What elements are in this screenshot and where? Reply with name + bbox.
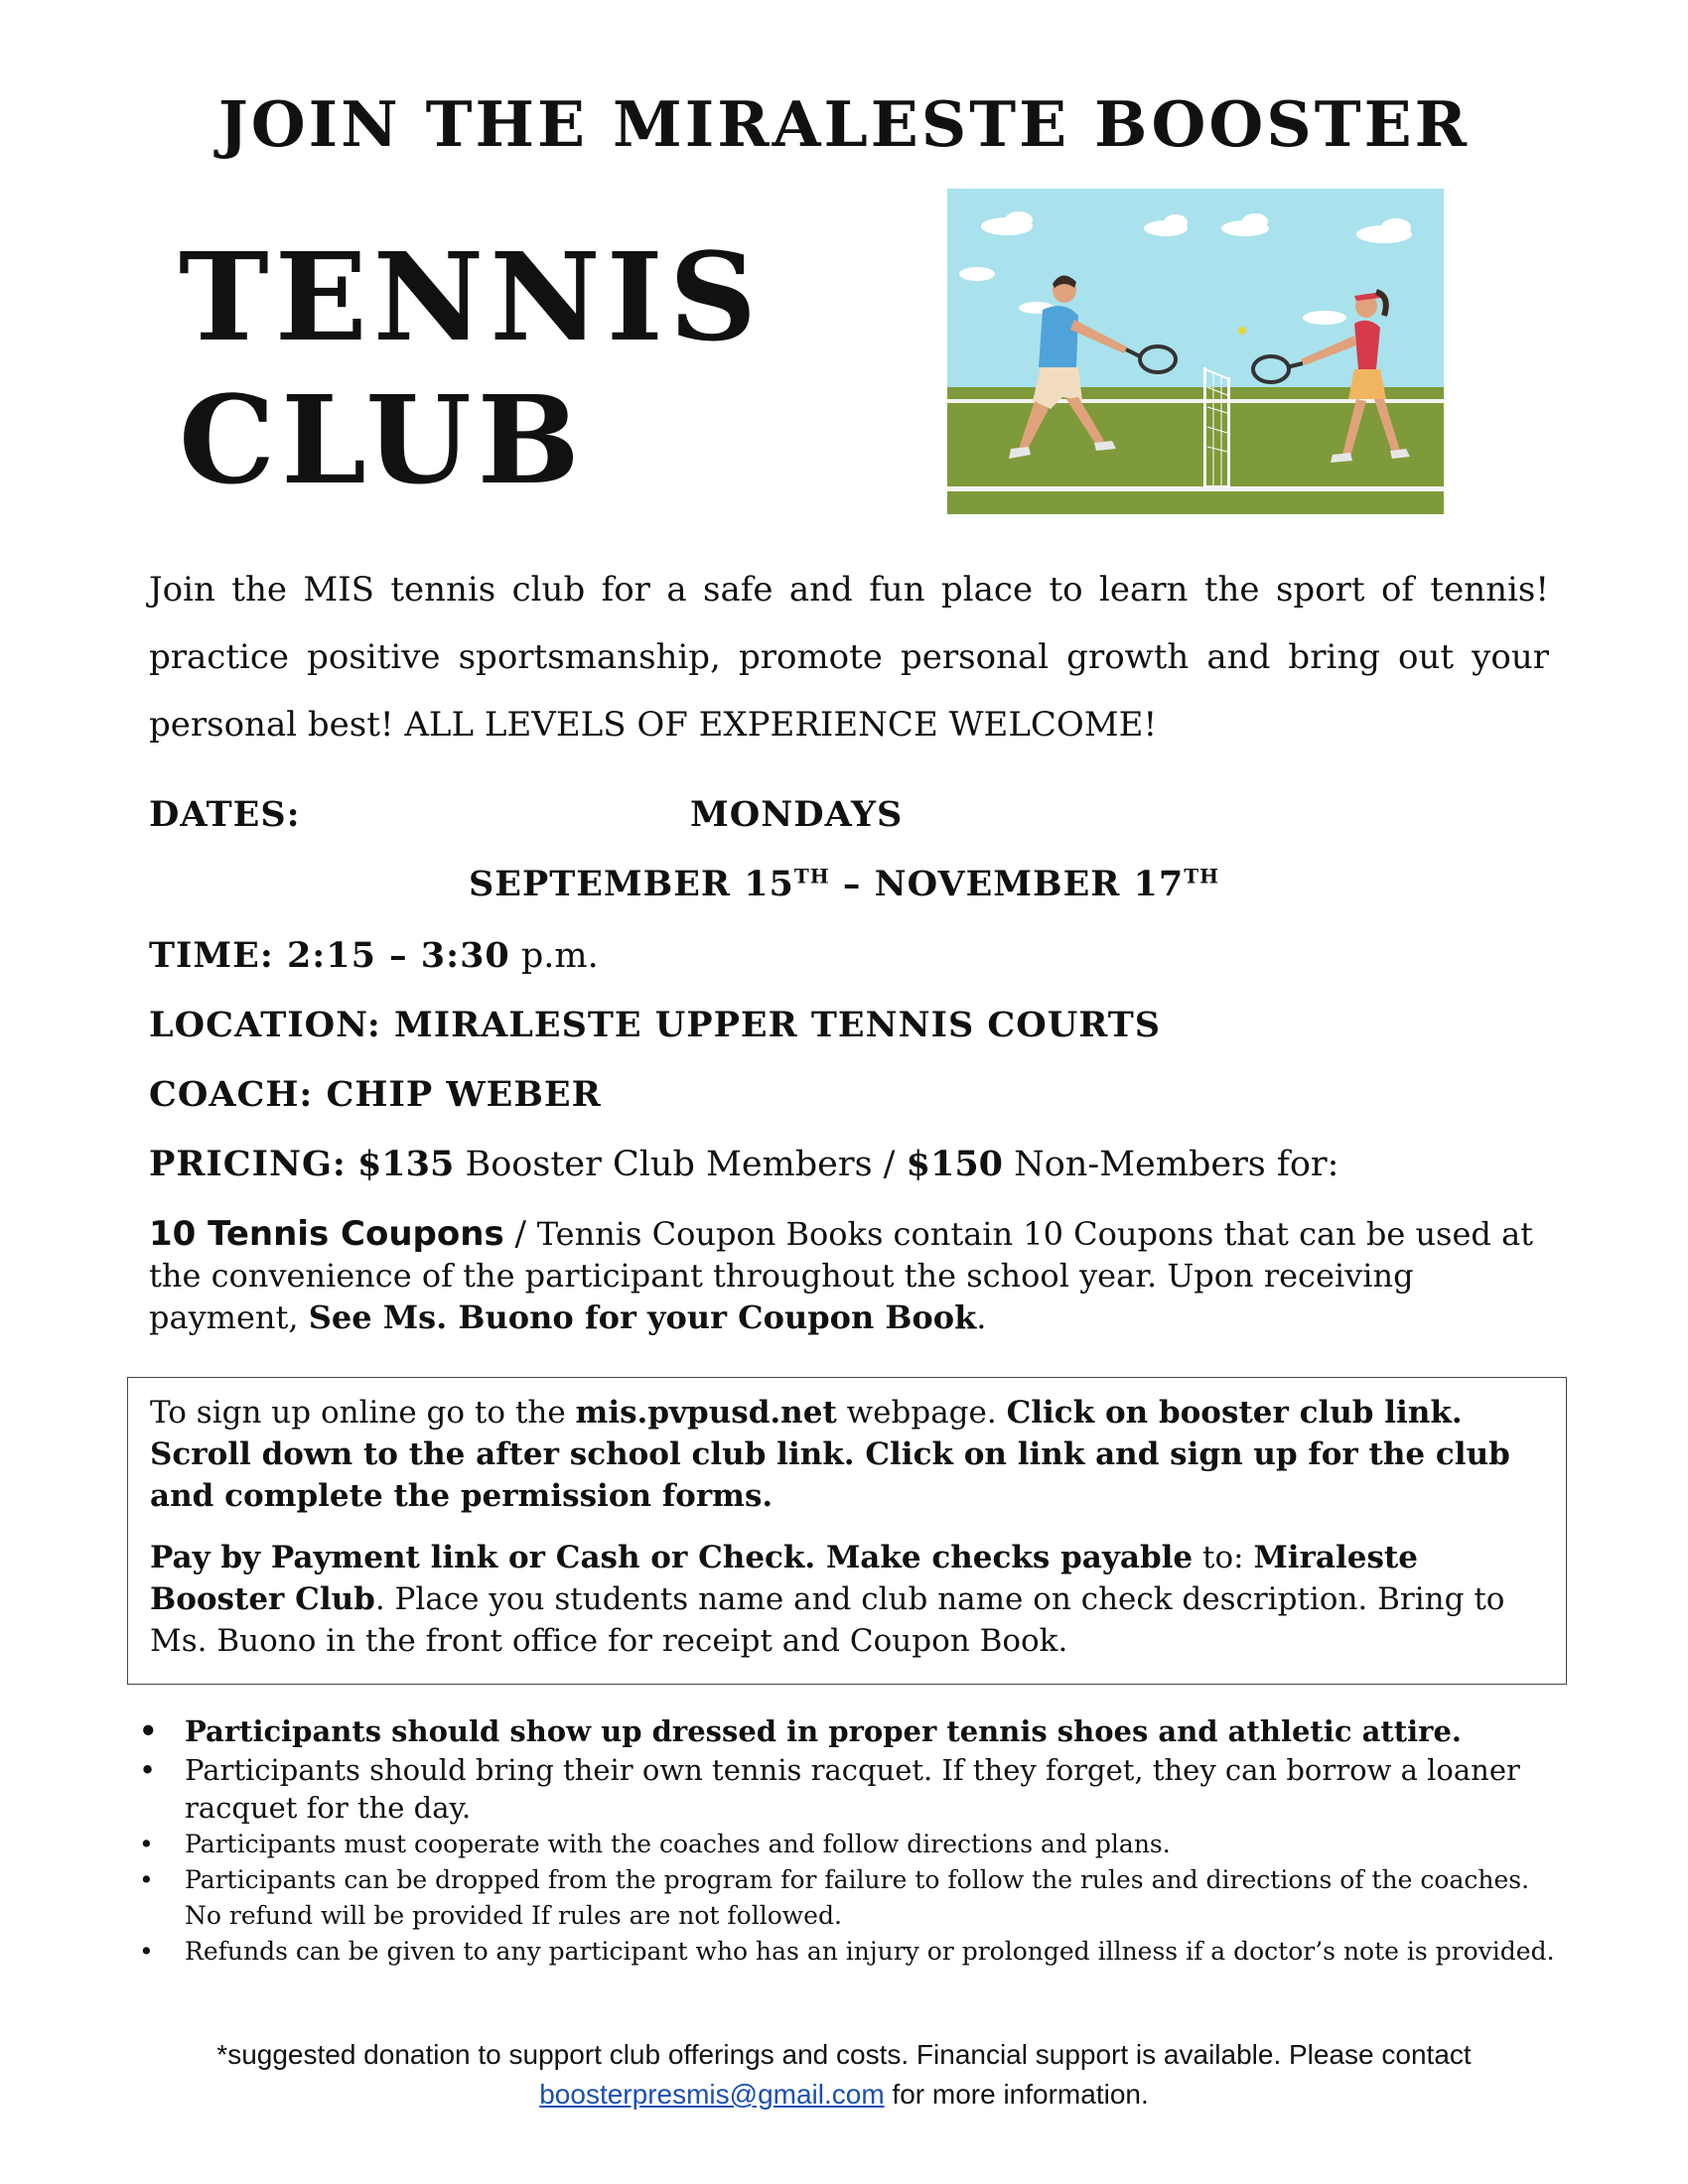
time-row: TIME: 2:15 – 3:30 p.m. [149,935,599,976]
ball-icon [1238,327,1246,335]
title-tennis: TENNIS [179,225,763,368]
footer-line2: boosterpresmis@gmail.com for more information. [539,2079,1149,2110]
signup-instructions: To sign up online go to the mis.pvpusd.net webpage. Click on booster club link. Scroll down to the after school club link. Click on link and sign up for the club and complete the permission forms. [150,1395,1510,1514]
rules-list [149,1711,1559,1970]
coupon-heading: 10 Tennis Coupons [149,1214,504,1254]
footer-note [0,2035,1688,2115]
pricing-row: PRICING: $135 Booster Club Members / $150 Non-Members for: [149,1144,1339,1184]
dates-value: MONDAYS [690,794,904,835]
dates-row [149,794,301,835]
intro-paragraph: Join the MIS tennis club for a safe and fun place to learn the sport of tennis! practice positive sportsmanship, promote personal growth and bring out your personal best! ALL LEVELS OF EXPERIENCE WELCOME! [149,570,1549,745]
banner-heading: JOIN THE MIRALESTE BOOSTER [217,87,1471,161]
footer-line1: *suggested donation to support club offerings and costs. Financial support is available. Please contact [216,2039,1472,2070]
dates-label: DATES: [149,794,301,835]
location-row: LOCATION: MIRALESTE UPPER TENNIS COURTS [149,1005,1162,1045]
list-item: • Participants must cooperate with the coaches and follow directions and plans. [149,1827,1559,1862]
list-item: • Participants should bring their own tennis racquet. If they forget, they can borrow a loaner racquet for the day. [149,1751,1559,1827]
tennis-players-illustration [947,189,1444,514]
payment-instructions: Pay by Payment link or Cash or Check. Make checks payable to: Miraleste Booster Club. Place you students name and club name on check description. Bring to Ms. Buono in the front office for receipt and Coupon Book. [150,1540,1505,1659]
signup-box [127,1377,1567,1685]
coach-row: COACH: CHIP WEBER [149,1074,602,1115]
list-item: • Participants can be dropped from the program for failure to follow the rules and directions of the coaches. No refund will be provided If rules are not followed. [149,1862,1559,1934]
list-item: • Refunds can be given to any participant who has an injury or prolonged illness if a doctor’s note is provided. [149,1934,1559,1970]
site-name: mis.pvpusd.net [575,1395,837,1431]
nonmember-price: $150 [906,1144,1004,1184]
date-range: SEPTEMBER 15TH – NOVEMBER 17TH [468,864,1220,904]
email-link[interactable]: boosterpresmis@gmail.com [539,2079,885,2110]
member-price: $135 [356,1144,455,1184]
title-club: CLUB [179,368,586,511]
coupon-paragraph: 10 Tennis Coupons / Tennis Coupon Books contain 10 Coupons that can be used at the convenience of the participant throughout the school year. Upon receiving payment, See Ms. Buono for your Coupon Book. [149,1214,1533,1336]
list-item: • Participants should show up dressed in proper tennis shoes and athletic attire. [149,1711,1559,1751]
